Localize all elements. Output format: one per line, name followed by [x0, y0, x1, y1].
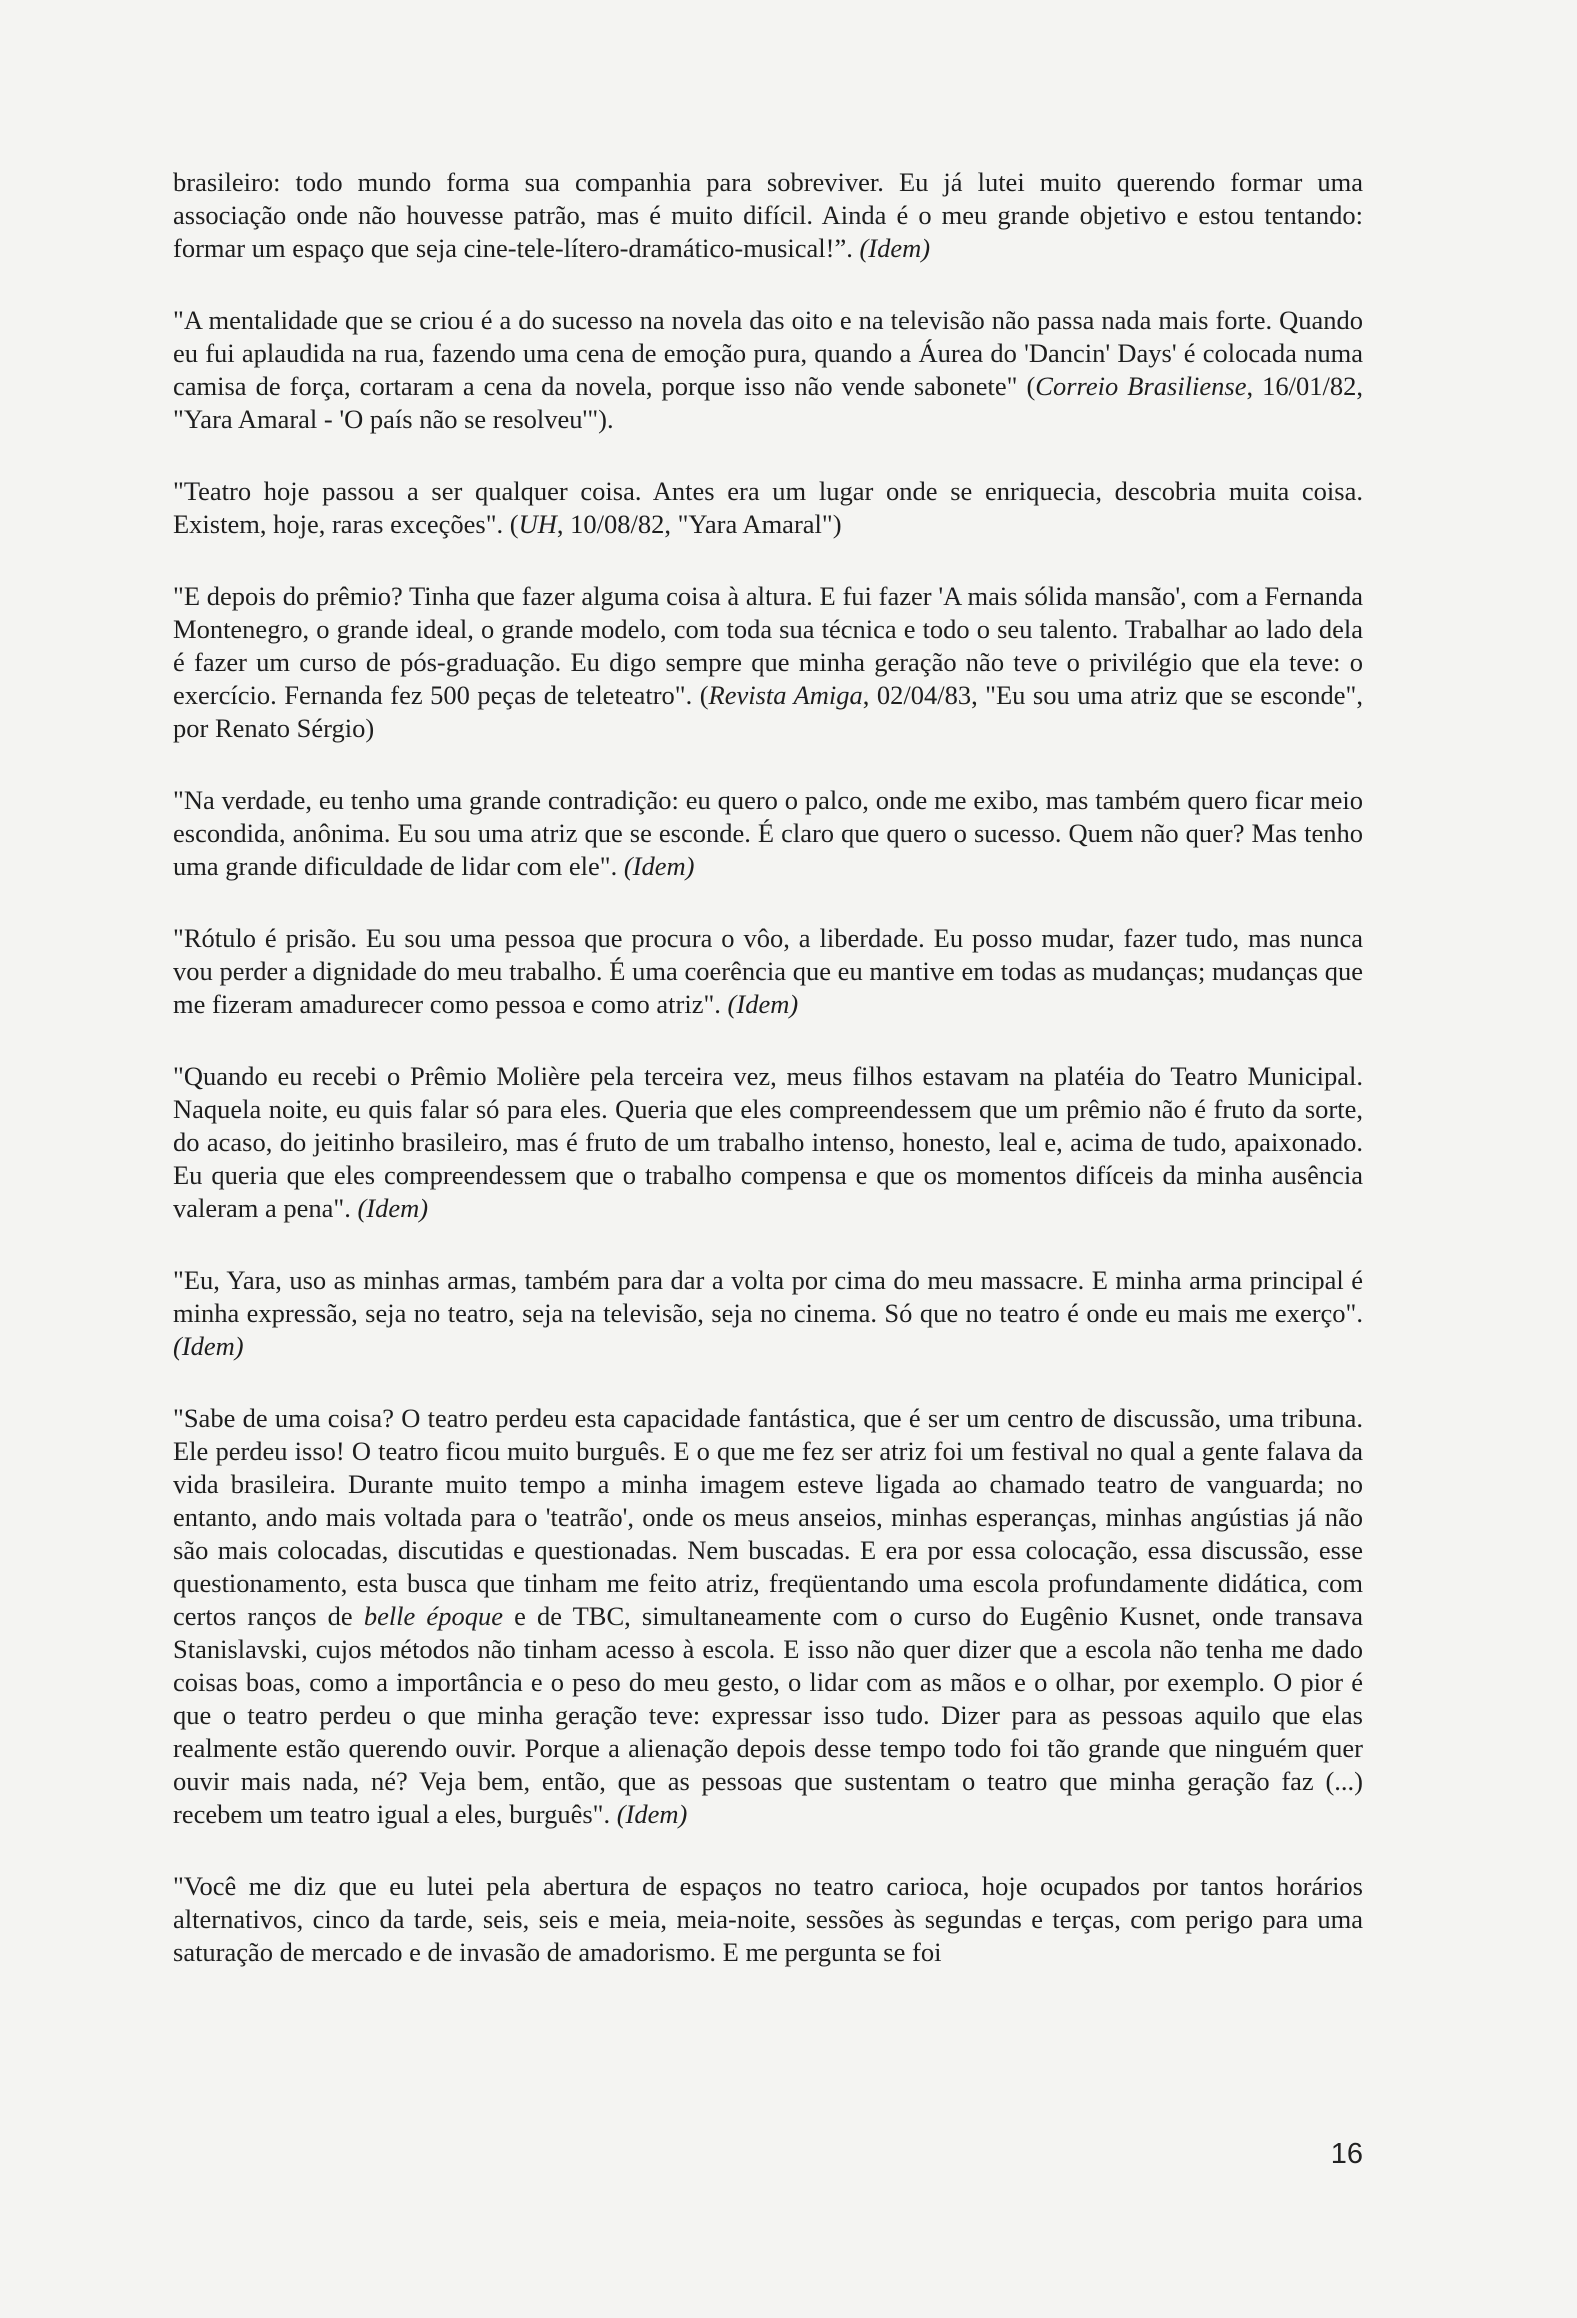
paragraph-9 [173, 1402, 1363, 1831]
paragraph-text: "Sabe de uma coisa? O teatro perdeu esta capacidade fantástica, que é ser um centro de discussão, uma tribuna. Ele perdeu isso! O teatro ficou muito burguês. E o que me fez ser atriz foi um festival no qual a gente falava da vida brasileira. Durante muito tempo a minha imagem esteve ligada ao chamado teatro de vanguarda; no entanto, ando mais voltada para o 'teatrão', onde os meus anseios, minhas esperanças, minhas angústias já não são mais colocadas, discutidas e questionadas. Nem buscadas. E era por essa colocação, essa discussão, esse questionamento, esta busca que tinham me feito atriz, freqüentando uma escola profundamente didática, com certos ranços de [173, 1403, 1363, 1631]
citation: UH [518, 509, 557, 539]
citation: (Idem) [859, 233, 931, 263]
citation-details: , 16/01/82, "Yara Amaral - 'O país não se resolveu'"). [173, 371, 1363, 434]
citation-details: , 10/08/82, "Yara Amaral") [556, 509, 842, 539]
citation: (Idem) [357, 1193, 429, 1223]
citation: (Idem) [173, 1331, 244, 1361]
paragraph-6 [173, 922, 1363, 1021]
paragraph-1 [173, 166, 1363, 265]
paragraph-3 [173, 475, 1363, 541]
paragraph-text: "E depois do prêmio? Tinha que fazer alguma coisa à altura. E fui fazer 'A mais sólida mansão', com a Fernanda Montenegro, o grande ideal, o grande modelo, com toda sua técnica e todo o seu talento. Trabalhar ao lado dela é fazer um curso de pós-graduação. Eu digo sempre que minha geração não teve o privilégio que ela teve: o exercício. Fernanda fez 500 peças de teleteatro". ( [173, 581, 1363, 710]
paragraph-text: "Teatro hoje passou a ser qualquer coisa. Antes era um lugar onde se enriquecia, descobria muita coisa. Existem, hoje, raras exceções". ( [173, 476, 1363, 539]
body-text [173, 166, 1363, 2008]
citation: (Idem) [727, 989, 799, 1019]
page-number: 16 [1330, 2138, 1363, 2170]
paragraph-text: "Rótulo é prisão. Eu sou uma pessoa que procura o vôo, a liberdade. Eu posso mudar, fazer tudo, mas nunca vou perder a dignidade do meu trabalho. É uma coerência que eu mantive em todas as mudanças; mudanças que me fizeram amadurecer como pessoa e como atriz". [173, 923, 1363, 1019]
paragraph-text: "Na verdade, eu tenho uma grande contradição: eu quero o palco, onde me exibo, mas também quero ficar meio escondida, anônima. Eu sou uma atriz que se esconde. É claro que quero o sucesso. Quem não quer? Mas tenho uma grande dificuldade de lidar com ele". [173, 785, 1363, 881]
paragraph-7 [173, 1060, 1363, 1225]
citation: Correio Brasiliense [1035, 371, 1247, 401]
citation: (Idem) [616, 1799, 688, 1829]
italic-term: belle époque [363, 1601, 503, 1631]
paragraph-text: brasileiro: todo mundo forma sua companhia para sobreviver. Eu já lutei muito querendo formar uma associação onde não houvesse patrão, mas é muito difícil. Ainda é o meu grande objetivo e estou tentando: formar um espaço que seja cine-tele-lítero-dramático-musical!”. [173, 167, 1363, 263]
paragraph-5 [173, 784, 1363, 883]
citation: (Idem) [623, 851, 695, 881]
paragraph-text: "Eu, Yara, uso as minhas armas, também para dar a volta por cima do meu massacre. E minha arma principal é minha expressão, seja no teatro, seja na televisão, seja no cinema. Só que no teatro é onde eu mais me exerço". [173, 1265, 1363, 1328]
citation-details: , 02/04/83, "Eu sou uma atriz que se esconde", por Renato Sérgio) [173, 680, 1363, 743]
paragraph-10 [173, 1870, 1363, 1969]
paragraph-text: "Você me diz que eu lutei pela abertura de espaços no teatro carioca, hoje ocupados por tantos horários alternativos, cinco da tarde, seis, seis e meia, meia-noite, sessões às segundas e terças, com perigo para uma saturação de mercado e de invasão de amadorismo. E me pergunta se foi [173, 1871, 1363, 1967]
paragraph-text: "A mentalidade que se criou é a do sucesso na novela das oito e na televisão não passa nada mais forte. Quando eu fui aplaudida na rua, fazendo uma cena de emoção pura, quando a Áurea do 'Dancin' Days' é colocada numa camisa de força, cortaram a cena da novela, porque isso não vende sabonete" ( [173, 305, 1363, 401]
paragraph-text: "Quando eu recebi o Prêmio Molière pela terceira vez, meus filhos estavam na platéia do Teatro Municipal. Naquela noite, eu quis falar só para eles. Queria que eles compreendessem que um prêmio não é fruto da sorte, do acaso, do jeitinho brasileiro, mas é fruto de um trabalho intenso, honesto, leal e, acima de tudo, apaixonado. Eu queria que eles compreendessem que o trabalho compensa e que os momentos difíceis da minha ausência valeram a pena". [173, 1061, 1363, 1223]
paragraph-8 [173, 1264, 1363, 1363]
paragraph-text-continued: e de TBC, simultaneamente com o curso do Eugênio Kusnet, onde transava Stanislavski, cujos métodos não tinham acesso à escola. E isso não quer dizer que a escola não tenha me dado coisas boas, como a importância e o peso do meu gesto, o lidar com as mãos e o olhar, por exemplo. O pior é que o teatro perdeu o que minha geração teve: expressar isso tudo. Dizer para as pessoas aquilo que elas realmente estão querendo ouvir. Porque a alienação depois desse tempo todo foi tão grande que ninguém quer ouvir mais nada, né? Veja bem, então, que as pessoas que sustentam o teatro que minha geração faz (...) recebem um teatro igual a eles, burguês". [173, 1601, 1363, 1829]
paragraph-2 [173, 304, 1363, 436]
paragraph-4 [173, 580, 1363, 745]
citation: Revista Amiga [708, 680, 863, 710]
